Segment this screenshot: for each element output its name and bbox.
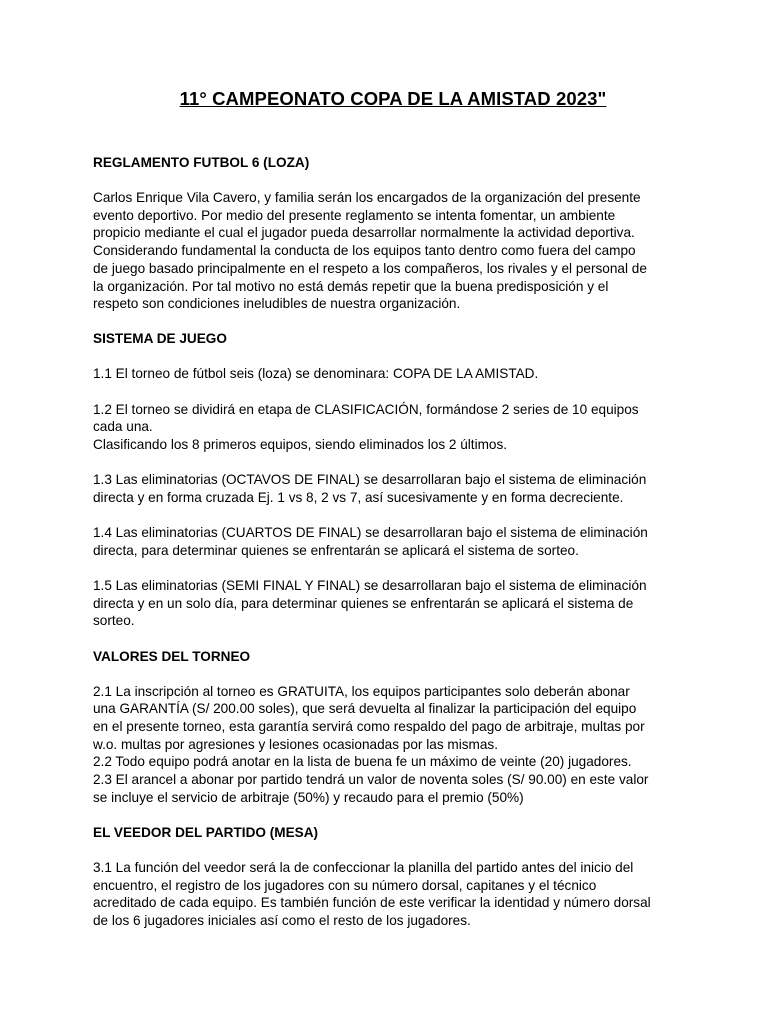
text-line: directa, para determinar quienes se enfrentarán se aplicará el sistema de sorteo. [93, 542, 579, 558]
text-line: de juego basado principalmente en el respeto a los compañeros, los rivales y el personal de [93, 260, 647, 276]
text-line: 1.4 Las eliminatorias (CUARTOS DE FINAL) se desarrollaran bajo el sistema de eliminación [93, 525, 648, 541]
text-line: encuentro, el registro de los jugadores con su número dorsal, capitanes y el técnico [93, 877, 597, 893]
paragraph-1-2 [93, 401, 683, 454]
text-line: de los 6 jugadores iniciales así como el resto de los jugadores. [93, 913, 471, 929]
text-line: 2.3 El arancel a abonar por partido tendrá un valor de noventa soles (S/ 90.00) en este valor [93, 772, 649, 788]
text-line: la organización. Por tal motivo no está demás repetir que la buena predisposición y el [93, 278, 609, 294]
paragraph-1-1 [93, 365, 683, 383]
text-line: 1.1 El torneo de fútbol seis (loza) se denominara: COPA DE LA AMISTAD. [93, 366, 539, 382]
paragraph-1-5 [93, 577, 683, 630]
paragraph-veedor [93, 859, 683, 930]
section-heading-valores: VALORES DEL TORNEO [93, 648, 251, 664]
text-line: evento deportivo. Por medio del presente reglamento se intenta fomentar, un ambiente [93, 207, 616, 223]
text-line: 1.3 Las eliminatorias (OCTAVOS DE FINAL) se desarrollaran bajo el sistema de eliminación [93, 472, 647, 488]
document-page [93, 88, 683, 930]
text-line: respeto son condiciones ineludibles de nuestra organización. [93, 296, 461, 312]
text-line: w.o. multas por agresiones y lesiones ocasionadas por las mismas. [93, 736, 498, 752]
text-line: cada una. [93, 419, 153, 435]
text-line: Clasificando los 8 primeros equipos, siendo eliminados los 2 últimos. [93, 437, 508, 453]
section-heading-reglamento: REGLAMENTO FUTBOL 6 (LOZA) [93, 155, 310, 170]
text-line: en el presente torneo, esta garantía servirá como respaldo del pago de arbitraje, multas por [93, 719, 645, 735]
paragraph-1-4 [93, 524, 683, 559]
section-heading-sistema: SISTEMA DE JUEGO [93, 331, 227, 347]
paragraph-1-3 [93, 471, 683, 506]
text-line: 2.2 Todo equipo podrá anotar en la lista de buena fe un máximo de veinte (20) jugadores. [93, 754, 632, 770]
text-line: sorteo. [93, 613, 135, 629]
text-line: propicio mediante el cual el jugador pueda desarrollar normalmente la actividad deportiva. [93, 225, 635, 241]
text-line: 2.1 La inscripción al torneo es GRATUITA, los equipos participantes solo deberán abonar [93, 683, 630, 699]
document-title: 11° CAMPEONATO COPA DE LA AMISTAD 2023" [179, 88, 607, 109]
text-line: directa y en un solo día, para determinar quienes se enfrentarán se aplicará el sistema de [93, 595, 634, 611]
text-line: 1.5 Las eliminatorias (SEMI FINAL Y FINAL) se desarrollaran bajo el sistema de eliminación [93, 578, 647, 594]
text-line: acreditado de cada equipo. Es también función de este verificar la identidad y número dorsal [93, 895, 651, 911]
text-line: 3.1 La función del veedor será la de confeccionar la planilla del partido antes del inicio del [93, 860, 634, 876]
text-line: 1.2 El torneo se dividirá en etapa de CLASIFICACIÓN, formándose 2 series de 10 equipos [93, 401, 639, 417]
text-line: se incluye el servicio de arbitraje (50%) y recaudo para el premio (50%) [93, 789, 524, 805]
paragraph-intro [93, 189, 683, 313]
text-line: Considerando fundamental la conducta de los equipos tanto dentro como fuera del campo [93, 243, 636, 259]
text-line: directa y en forma cruzada Ej. 1 vs 8, 2 vs 7, así sucesivamente y en forma decreciente. [93, 489, 624, 505]
paragraph-valores [93, 683, 683, 807]
text-line: una GARANTÍA (S/ 200.00 soles), que será devuelta al finalizar la participación del equipo [93, 701, 637, 717]
section-heading-veedor: EL VEEDOR DEL PARTIDO (MESA) [93, 825, 319, 841]
text-line: Carlos Enrique Vila Cavero, y familia serán los encargados de la organización del presente [93, 190, 641, 205]
